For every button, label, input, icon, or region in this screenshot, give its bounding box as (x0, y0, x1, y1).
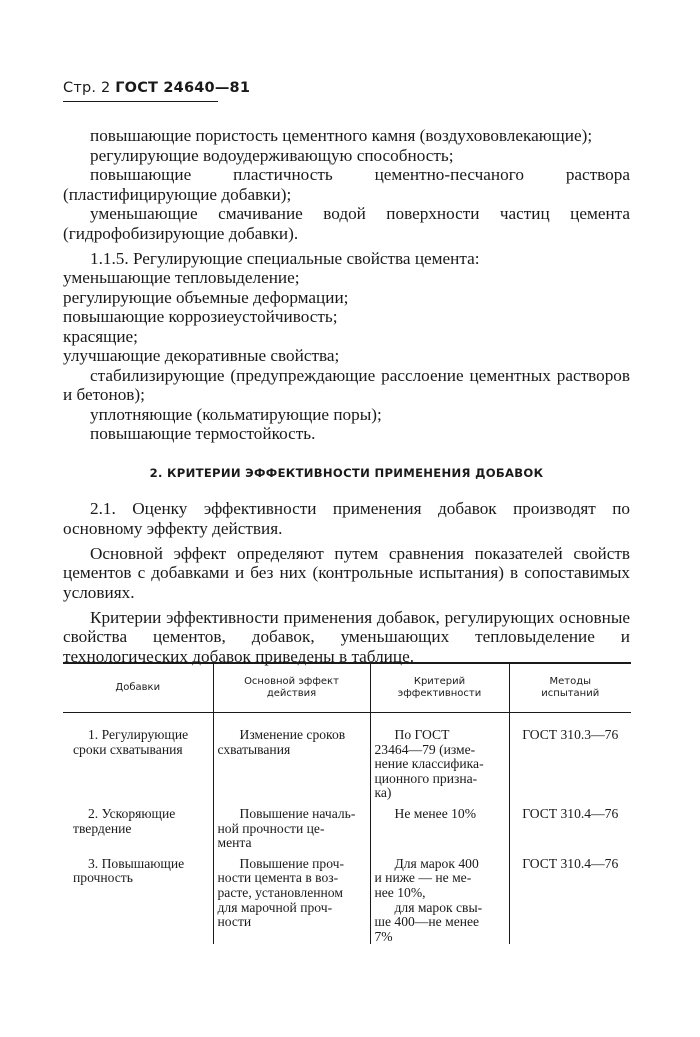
clause-2-1: 2.1. Оценку эффективности применения добавок производят по основному эффекту действия. (63, 499, 630, 538)
cell-additive: 1. Регулирующие сроки схватывания (73, 727, 189, 757)
paragraph: улучшающие декоративные свойства; (63, 346, 340, 365)
section-title: 2. КРИТЕРИИ ЭФФЕКТИВНОСТИ ПРИМЕНЕНИЯ ДОБАВОК (149, 466, 544, 480)
table-header-row (63, 663, 631, 713)
criteria-table (63, 662, 631, 944)
paragraph: стабилизирующие (предупреждающие расслоение цементных растворов и бетонов); (63, 365, 630, 404)
cell-criterion: Не менее 10% (370, 801, 509, 851)
table-row (63, 713, 631, 801)
cell-additive: 2. Ускоряющие твердение (73, 805, 176, 836)
cell-effect: Повышение проч- ности цемента в воз- расте, установленном для марочной проч- ности (213, 851, 370, 945)
standard-code: ГОСТ 24640—81 (115, 80, 251, 96)
paragraph: регулирующие объемные деформации; (63, 287, 349, 307)
section-body (63, 499, 630, 666)
cell-effect: Повышение началь- ной прочности це- мента (213, 801, 370, 851)
header-additives: Добавки (63, 663, 213, 713)
header-methods: Методы испытаний (509, 663, 631, 713)
additive-list (63, 126, 630, 444)
paragraph: повышающие пористость цементного камня (воздухововлекающие); (90, 126, 593, 145)
paragraph: повышающие термостойкость. (90, 424, 316, 443)
paragraph: регулирующие водоудерживающую способность; (90, 145, 454, 165)
cell-criterion: По ГОСТ 23464—79 (изме- нение классифика- ционного призна- ка) (370, 713, 509, 801)
paragraph: уплотняющие (кольматирующие поры); (90, 404, 382, 424)
header-rule (63, 101, 218, 102)
cell-method: ГОСТ 310.4—76 (509, 801, 631, 851)
cell-criterion: Для марок 400 и ниже — не ме- нее 10%, для марок свы- ше 400—не менее 7% (370, 851, 509, 945)
paragraph: уменьшающие смачивание водой поверхности частиц цемента (гидрофобизирующие добавки). (63, 204, 630, 243)
page-header (63, 80, 250, 96)
page-number: Стр. 2 (63, 80, 111, 96)
cell-additive: 3. Повышающие прочность (73, 855, 185, 886)
header-effect: Основной эффект действия (213, 663, 370, 713)
header-criterion: Критерий эффективности (370, 663, 509, 713)
paragraph: повышающие коррозиеустойчивость; (63, 307, 338, 326)
cell-method: ГОСТ 310.3—76 (509, 713, 631, 801)
paragraph: красящие; (63, 326, 138, 346)
paragraph: Основной эффект определяют путем сравнения показателей свойств цементов с добавками и без них (контрольные испытания) в сопоставимых условиях. (63, 543, 630, 602)
paragraph: Критерии эффективности применения добавок, регулирующих основные свойства цементов, добавок, уменьшающих тепловыделение и технологических добавок приведены в таблице. (63, 607, 630, 666)
paragraph: уменьшающие тепловыделение; (63, 268, 300, 287)
table-row (63, 801, 631, 851)
table-row (63, 851, 631, 945)
clause-1-1-5: 1.1.5. Регулирующие специальные свойства цемента: (90, 248, 480, 268)
paragraph: повышающие пластичность цементно-песчаного раствора (пластифицирующие добавки); (63, 165, 630, 204)
cell-effect: Изменение сроков схватывания (213, 713, 370, 801)
cell-method: ГОСТ 310.4—76 (509, 851, 631, 945)
